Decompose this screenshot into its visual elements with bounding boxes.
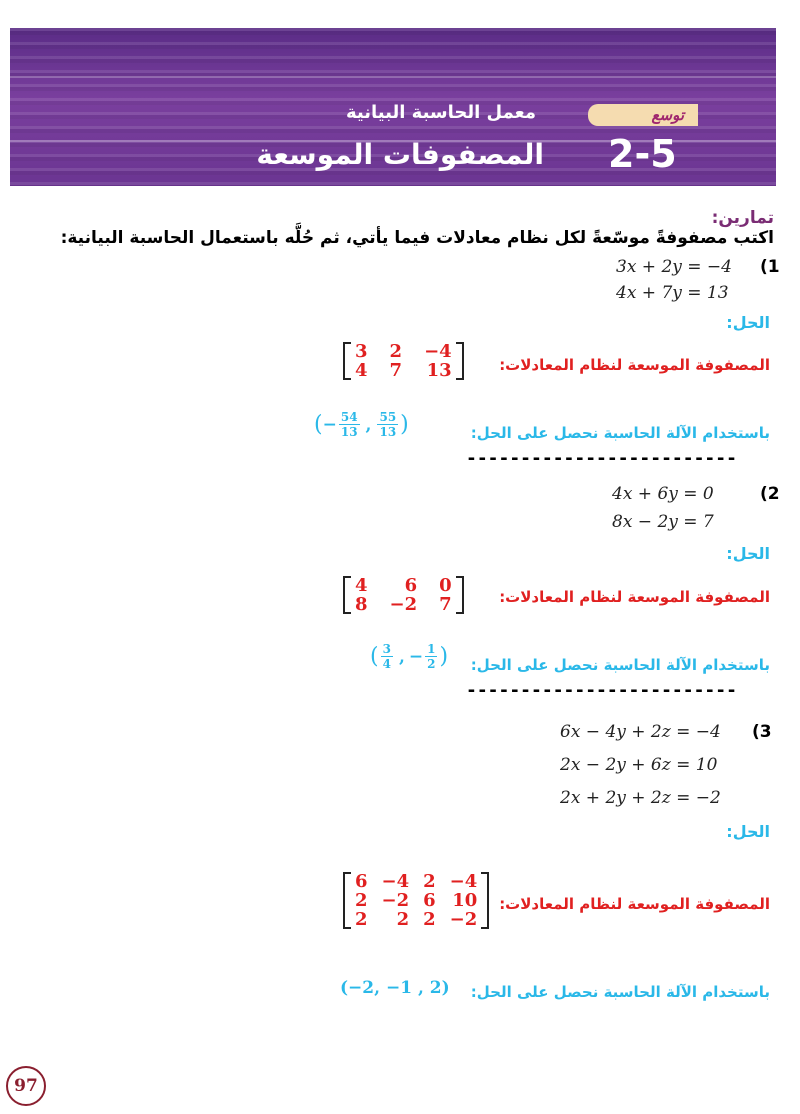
matrix-cell: 7: [389, 360, 403, 381]
lesson-number: 2-5: [608, 132, 677, 176]
problem2-answer: ( $\frac{3}{4}$ , − $\frac{1}{2}$ ): [370, 642, 449, 671]
exercises-heading: تمارين:: [711, 208, 774, 228]
matrix-cell: 3: [355, 341, 368, 362]
problem3-matrix-label: المصفوفة الموسعة لنظام المعادلات:: [499, 895, 770, 913]
problem1-matrix-label: المصفوفة الموسعة لنظام المعادلات:: [499, 356, 770, 374]
matrix-cell: 6: [355, 871, 368, 892]
matrix-cell: 0: [439, 575, 452, 596]
extension-tab: [588, 104, 698, 126]
problem2-number: (2: [760, 484, 780, 504]
problem1-eq1: 3x + 2y = −4: [616, 257, 732, 277]
problem1-solution-label: الحل:: [726, 313, 770, 332]
problem3-eq3: 2x + 2y + 2z = −2: [560, 788, 721, 808]
problem1-eq2: 4x + 7y = 13: [616, 283, 729, 303]
separator: -------------------------: [466, 680, 737, 701]
fraction: $\frac{1}{2}$: [427, 642, 436, 671]
matrix-left-bracket: [343, 342, 351, 380]
matrix-cell: −2: [389, 594, 418, 615]
matrix-cell: 2: [423, 909, 436, 930]
matrix-cell: 6: [404, 575, 418, 596]
matrix-cell: 2: [355, 909, 368, 930]
matrix-cell: 8: [355, 594, 368, 615]
problem1-augmented-matrix: [343, 342, 464, 380]
matrix-cell: 10: [452, 890, 478, 911]
problem1-number: (1: [760, 257, 780, 277]
matrix-cell: 6: [423, 890, 436, 911]
problem3-eq2: 2x − 2y + 6z = 10: [560, 755, 718, 775]
problem3-solution-label: الحل:: [726, 822, 770, 841]
matrix-cell: 2: [355, 890, 368, 911]
problem3-calculator-label: باستخدام الآلة الحاسبة نحصل على الحل:: [470, 983, 770, 1001]
matrix-cell: 13: [426, 360, 452, 381]
problem3-eq1: 6x − 4y + 2z = −4: [560, 722, 721, 742]
problem3-number: (3: [752, 722, 772, 742]
matrix-cell: 2: [389, 341, 403, 362]
matrix-right-bracket: [481, 872, 489, 929]
problem2-solution-label: الحل:: [726, 544, 770, 563]
fraction: $\frac{54}{13}$: [340, 410, 358, 439]
matrix-cell: −4: [424, 341, 452, 362]
matrix-cell: 4: [355, 575, 368, 596]
problem3-answer: (−2, −1 , 2): [340, 978, 450, 998]
problem3-augmented-matrix: [343, 872, 489, 929]
matrix-cell: −2: [381, 890, 410, 911]
problem1-answer: ( − $\frac{54}{13}$ , $\frac{55}{13}$ ): [314, 410, 409, 439]
matrix-cell: 4: [355, 360, 368, 381]
lab-subtitle: معمل الحاسبة البيانية: [345, 102, 536, 123]
problem2-eq1: 4x + 6y = 0: [612, 484, 714, 504]
matrix-cell: 7: [439, 594, 452, 615]
matrix-cell: 2: [396, 909, 410, 930]
matrix-left-bracket: [343, 576, 351, 614]
problem2-eq2: 8x − 2y = 7: [612, 512, 714, 532]
problem2-augmented-matrix: [343, 576, 464, 614]
banner-stripe: [10, 76, 776, 78]
matrix-cell: −4: [381, 871, 410, 892]
matrix-cell: −4: [449, 871, 478, 892]
lesson-title: المصفوفات الموسعة: [256, 138, 544, 171]
separator: -------------------------: [466, 448, 737, 469]
fraction: $\frac{3}{4}$: [382, 642, 391, 671]
matrix-left-bracket: [343, 872, 351, 929]
matrix-cell: 2: [423, 871, 436, 892]
problem1-calculator-label: باستخدام الآلة الحاسبة نحصل على الحل:: [470, 424, 770, 442]
page-number-badge: 97: [6, 1066, 46, 1106]
extension-tab-label: توسع: [651, 106, 684, 124]
fraction: $\frac{55}{13}$: [379, 410, 397, 439]
problem2-matrix-label: المصفوفة الموسعة لنظام المعادلات:: [499, 588, 770, 606]
instruction-text: اكتب مصفوفةً موسّعةً لكل نظام معادلات فيما يأتي، ثم حُلَّه باستعمال الحاسبة البيانية:: [60, 228, 774, 248]
problem2-calculator-label: باستخدام الآلة الحاسبة نحصل على الحل:: [470, 656, 770, 674]
matrix-cell: −2: [449, 909, 478, 930]
matrix-right-bracket: [456, 576, 464, 614]
header-banner: [10, 28, 776, 186]
matrix-right-bracket: [456, 342, 464, 380]
